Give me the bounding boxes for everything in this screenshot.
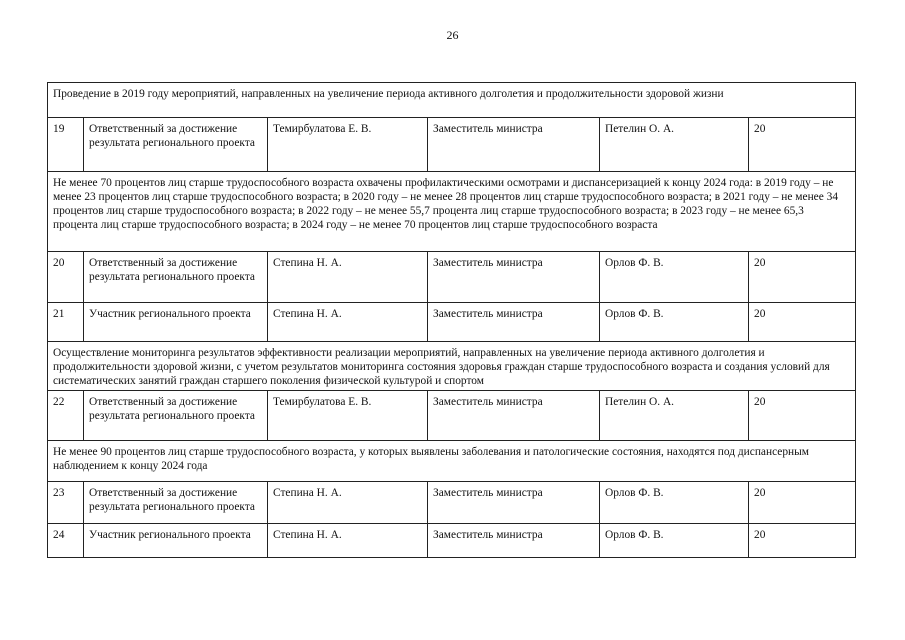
section-heading: Не менее 70 процентов лиц старше трудоспособного возраста охвачены профилактическими осмотрами и диспансеризацией к концу 2024 года: в 2019 году – не менее 23 процентов лиц старше трудоспособного возраста; в 2020 году – не менее 28 процентов лиц старше трудоспособного возраста; в 2021 году – не менее 34 процентов лиц старше трудоспособного возраста; в 2022 году – не менее 55,7 процента лиц старше трудоспособного возраста; в 2023 году – не менее 65,3 процента лиц старше трудоспособного возраста; в 2024 году – не менее 70 процентов лиц старше трудоспособного возраста <box>48 172 856 252</box>
row-number: 20 <box>48 252 84 303</box>
section-heading-row <box>48 441 856 482</box>
role-cell: Ответственный за достижение результата регионального проекта <box>84 252 268 303</box>
table-row <box>48 303 856 342</box>
section-heading-row <box>48 172 856 252</box>
row-number: 19 <box>48 118 84 172</box>
position-cell: Заместитель министра <box>428 118 600 172</box>
row-number: 21 <box>48 303 84 342</box>
row-number: 22 <box>48 391 84 441</box>
table-row <box>48 482 856 524</box>
role-cell: Ответственный за достижение результата регионального проекта <box>84 391 268 441</box>
section-heading: Не менее 90 процентов лиц старше трудоспособного возраста, у которых выявлены заболевания и патологические состояния, находятся под диспансерным наблюдением к концу 2024 года <box>48 441 856 482</box>
table-row <box>48 118 856 172</box>
position-cell: Заместитель министра <box>428 303 600 342</box>
percent-cell: 20 <box>749 482 856 524</box>
position-cell: Заместитель министра <box>428 391 600 441</box>
percent-cell: 20 <box>749 118 856 172</box>
responsibility-table <box>47 82 856 558</box>
person-cell: Темирбулатова Е. В. <box>268 391 428 441</box>
manager-cell: Орлов Ф. В. <box>600 303 749 342</box>
row-number: 24 <box>48 524 84 558</box>
manager-cell: Орлов Ф. В. <box>600 524 749 558</box>
table-row <box>48 252 856 303</box>
role-cell: Ответственный за достижение результата регионального проекта <box>84 482 268 524</box>
position-cell: Заместитель министра <box>428 524 600 558</box>
percent-cell: 20 <box>749 303 856 342</box>
manager-cell: Петелин О. А. <box>600 118 749 172</box>
position-cell: Заместитель министра <box>428 482 600 524</box>
section-heading-row <box>48 83 856 118</box>
table-row <box>48 391 856 441</box>
row-number: 23 <box>48 482 84 524</box>
manager-cell: Петелин О. А. <box>600 391 749 441</box>
person-cell: Степина Н. А. <box>268 482 428 524</box>
percent-cell: 20 <box>749 252 856 303</box>
role-cell: Участник регионального проекта <box>84 524 268 558</box>
section-heading: Осуществление мониторинга результатов эффективности реализации мероприятий, направленных на увеличение периода активного долголетия и продолжительности здоровой жизни, с учетом результатов мониторинга состояния здоровья граждан старше трудоспособного возраста и создания условий для систематических занятий граждан старшего поколения физической культурой и спортом <box>48 342 856 391</box>
page-number: 26 <box>446 28 459 42</box>
percent-cell: 20 <box>749 391 856 441</box>
manager-cell: Орлов Ф. В. <box>600 482 749 524</box>
section-heading: Проведение в 2019 году мероприятий, направленных на увеличение периода активного долголетия и продолжительности здоровой жизни <box>48 83 856 118</box>
person-cell: Степина Н. А. <box>268 303 428 342</box>
section-heading-row <box>48 342 856 391</box>
person-cell: Степина Н. А. <box>268 524 428 558</box>
person-cell: Темирбулатова Е. В. <box>268 118 428 172</box>
manager-cell: Орлов Ф. В. <box>600 252 749 303</box>
position-cell: Заместитель министра <box>428 252 600 303</box>
person-cell: Степина Н. А. <box>268 252 428 303</box>
percent-cell: 20 <box>749 524 856 558</box>
role-cell: Участник регионального проекта <box>84 303 268 342</box>
role-cell: Ответственный за достижение результата регионального проекта <box>84 118 268 172</box>
table-row <box>48 524 856 558</box>
